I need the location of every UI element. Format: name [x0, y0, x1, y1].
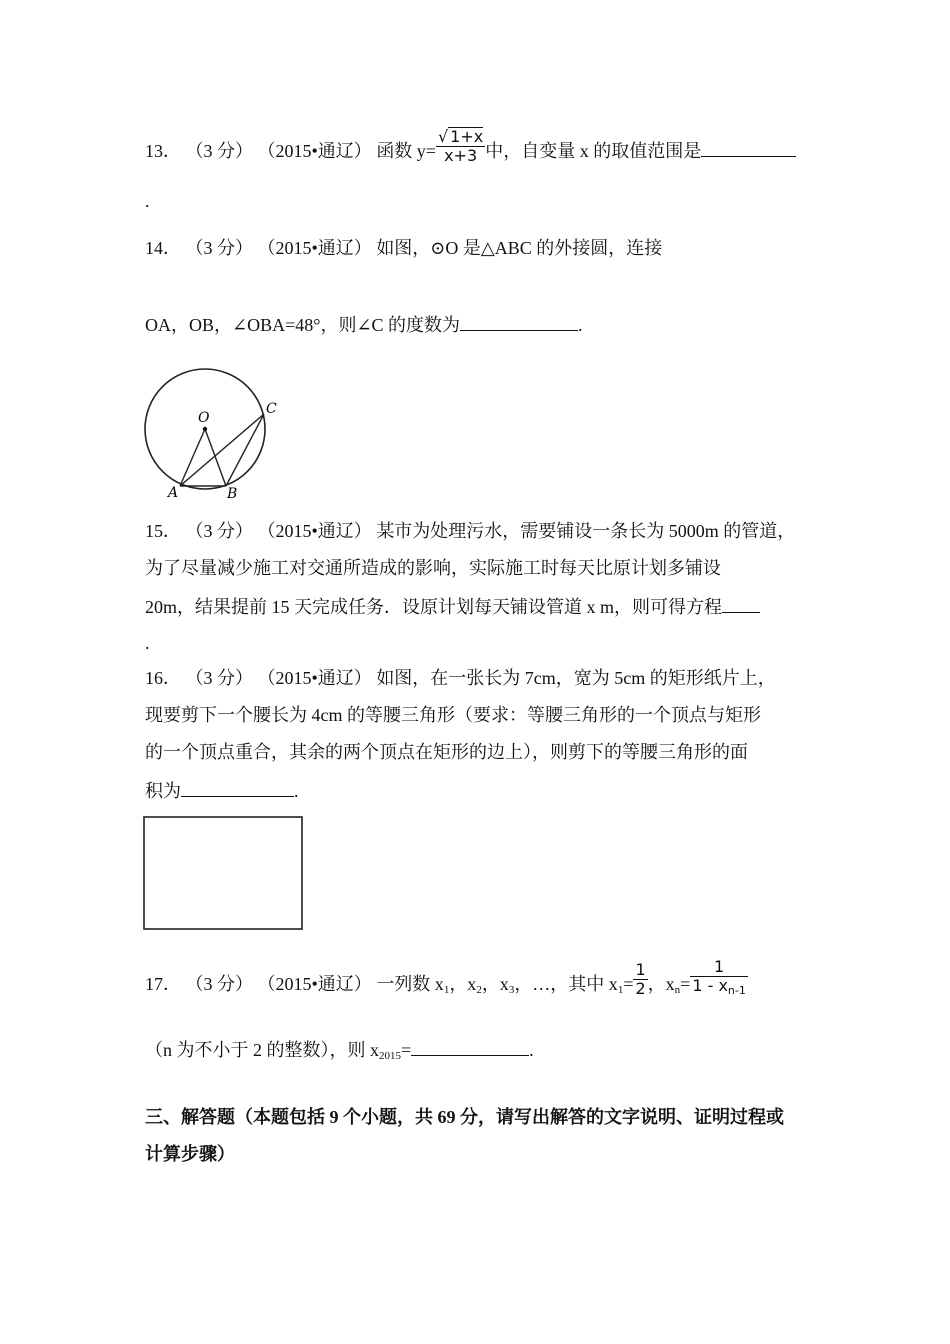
center-dot — [203, 427, 207, 431]
label-o: O — [198, 410, 210, 426]
q17-equals-3: = — [401, 1040, 412, 1060]
q17-tail: . — [529, 1040, 534, 1060]
q13-text-b: 中，自变量 x 的取值范围是 — [485, 141, 702, 161]
q17-comma-1: ，x — [449, 974, 477, 995]
q17-equals-1: = — [623, 974, 634, 995]
q17-line1 — [145, 957, 748, 1001]
q17-text-b: ，…，其中 x — [514, 974, 618, 995]
q13-frac-num: √ 1+x — [437, 126, 484, 146]
q13-line — [145, 126, 796, 165]
label-c: C — [266, 401, 277, 417]
q17-text-c: ，x — [647, 974, 675, 995]
q17-f2-den-a: 1 - x — [692, 976, 728, 995]
q16-line2: 现要剪下一个腰长为 4cm 的等腰三角形（要求：等腰三角形的一个顶点与矩形 — [145, 705, 761, 725]
q17-f2-num: 1 — [713, 957, 725, 976]
q17-fraction-1 — [633, 961, 647, 998]
segment-ob — [205, 429, 226, 486]
q16-text: 如图，在一张长为 7cm，宽为 5cm 的矩形纸片上， — [376, 668, 776, 688]
q13-text: 函数 y= — [376, 141, 436, 161]
q15-line1 — [145, 520, 795, 542]
q16-number: 16． — [145, 668, 181, 688]
q13-source: （2015•通辽） — [257, 141, 372, 161]
q17-text: 一列数 x — [376, 974, 444, 995]
label-b: B — [227, 486, 238, 502]
q16-answer-blank[interactable] — [181, 778, 294, 797]
q15-number: 15． — [145, 521, 181, 541]
q17-answer-blank[interactable] — [411, 1037, 529, 1056]
section3-heading-line2: 计算步骤） — [145, 1144, 235, 1164]
q14-line1 — [145, 237, 662, 259]
q14-text: 如图，⊙O 是△ABC 的外接圆，连接 — [376, 238, 663, 258]
q15-text-3: 20m，结果提前 15 天完成任务．设原计划每天铺设管道 x m，则可得方程 — [145, 597, 722, 617]
q17-sub-1: 1 — [443, 984, 450, 997]
q13-sqrt-radicand: 1+x — [450, 126, 484, 146]
q15-points: （3 分） — [185, 521, 253, 541]
q16-line3: 的一个顶点重合，其余的两个顶点在矩形的边上），则剪下的等腰三角形的面 — [145, 742, 748, 762]
q15-line3 — [145, 594, 760, 618]
q15-answer-blank[interactable] — [722, 594, 760, 613]
q17-f1-den: 2 — [635, 978, 646, 998]
q16-text-4: 积为 — [145, 781, 181, 801]
q17-f1-num: 1 — [635, 959, 646, 979]
q14-circle-figure — [140, 365, 290, 505]
q13-tail: . — [145, 191, 150, 211]
q15-tail: . — [145, 633, 150, 653]
q17-sub-2015: 2015 — [379, 1050, 401, 1062]
q16-points: （3 分） — [185, 668, 253, 688]
segment-oa — [180, 429, 205, 486]
q17-line2 — [145, 1037, 534, 1067]
q17-fraction-2 — [690, 958, 748, 1000]
q17-text-2: （n 为不小于 2 的整数），则 x — [145, 1040, 379, 1060]
q15-source: （2015•通辽） — [257, 521, 372, 541]
q17-source: （2015•通辽） — [257, 974, 372, 995]
q13-answer-blank[interactable] — [701, 138, 796, 157]
q16-line1 — [145, 667, 776, 689]
q14-number: 14． — [145, 238, 181, 258]
q17-sub-5: n — [674, 984, 681, 997]
q14-answer-blank[interactable] — [460, 312, 578, 331]
q15-text: 某市为处理污水，需要铺设一条长为 5000m 的管道， — [376, 521, 796, 541]
q16-rectangle-figure — [142, 815, 306, 933]
q15-line2: 为了尽量减少施工对交通所造成的影响，实际施工时每天比原计划多铺设 — [145, 558, 721, 578]
q17-sub-2: 2 — [476, 984, 482, 997]
section3-heading-line1: 三、解答题（本题包括 9 个小题，共 69 分，请写出解答的文字说明、证明过程或 — [145, 1107, 784, 1127]
q13-points: （3 分） — [185, 141, 253, 161]
q17-sub-4: 1 — [617, 984, 624, 997]
q17-f2-den — [690, 976, 748, 1000]
q17-comma-2: ，x — [481, 974, 509, 995]
q14-source: （2015•通辽） — [257, 238, 372, 258]
q16-tail: . — [294, 781, 299, 801]
q14-text-2: OA，OB，∠OBA=48°，则∠C 的度数为 — [145, 315, 461, 335]
q13-number: 13． — [145, 141, 181, 161]
q16-line4 — [145, 778, 299, 802]
rectangle-paper — [144, 817, 302, 929]
q17-sub-3: 3 — [508, 984, 515, 997]
q17-number: 17． — [145, 974, 181, 995]
q13-frac-den: x+3 — [436, 146, 485, 165]
q17-points: （3 分） — [185, 974, 253, 995]
label-a: A — [168, 485, 179, 501]
q13-fraction — [436, 127, 485, 165]
q16-source: （2015•通辽） — [257, 668, 372, 688]
q17-f2-den-sub: n-1 — [727, 984, 746, 997]
q14-points: （3 分） — [185, 238, 253, 258]
q17-equals-2: = — [680, 974, 691, 995]
q14-line2 — [145, 312, 583, 336]
q14-tail: . — [578, 315, 583, 335]
segment-bc — [226, 414, 264, 486]
